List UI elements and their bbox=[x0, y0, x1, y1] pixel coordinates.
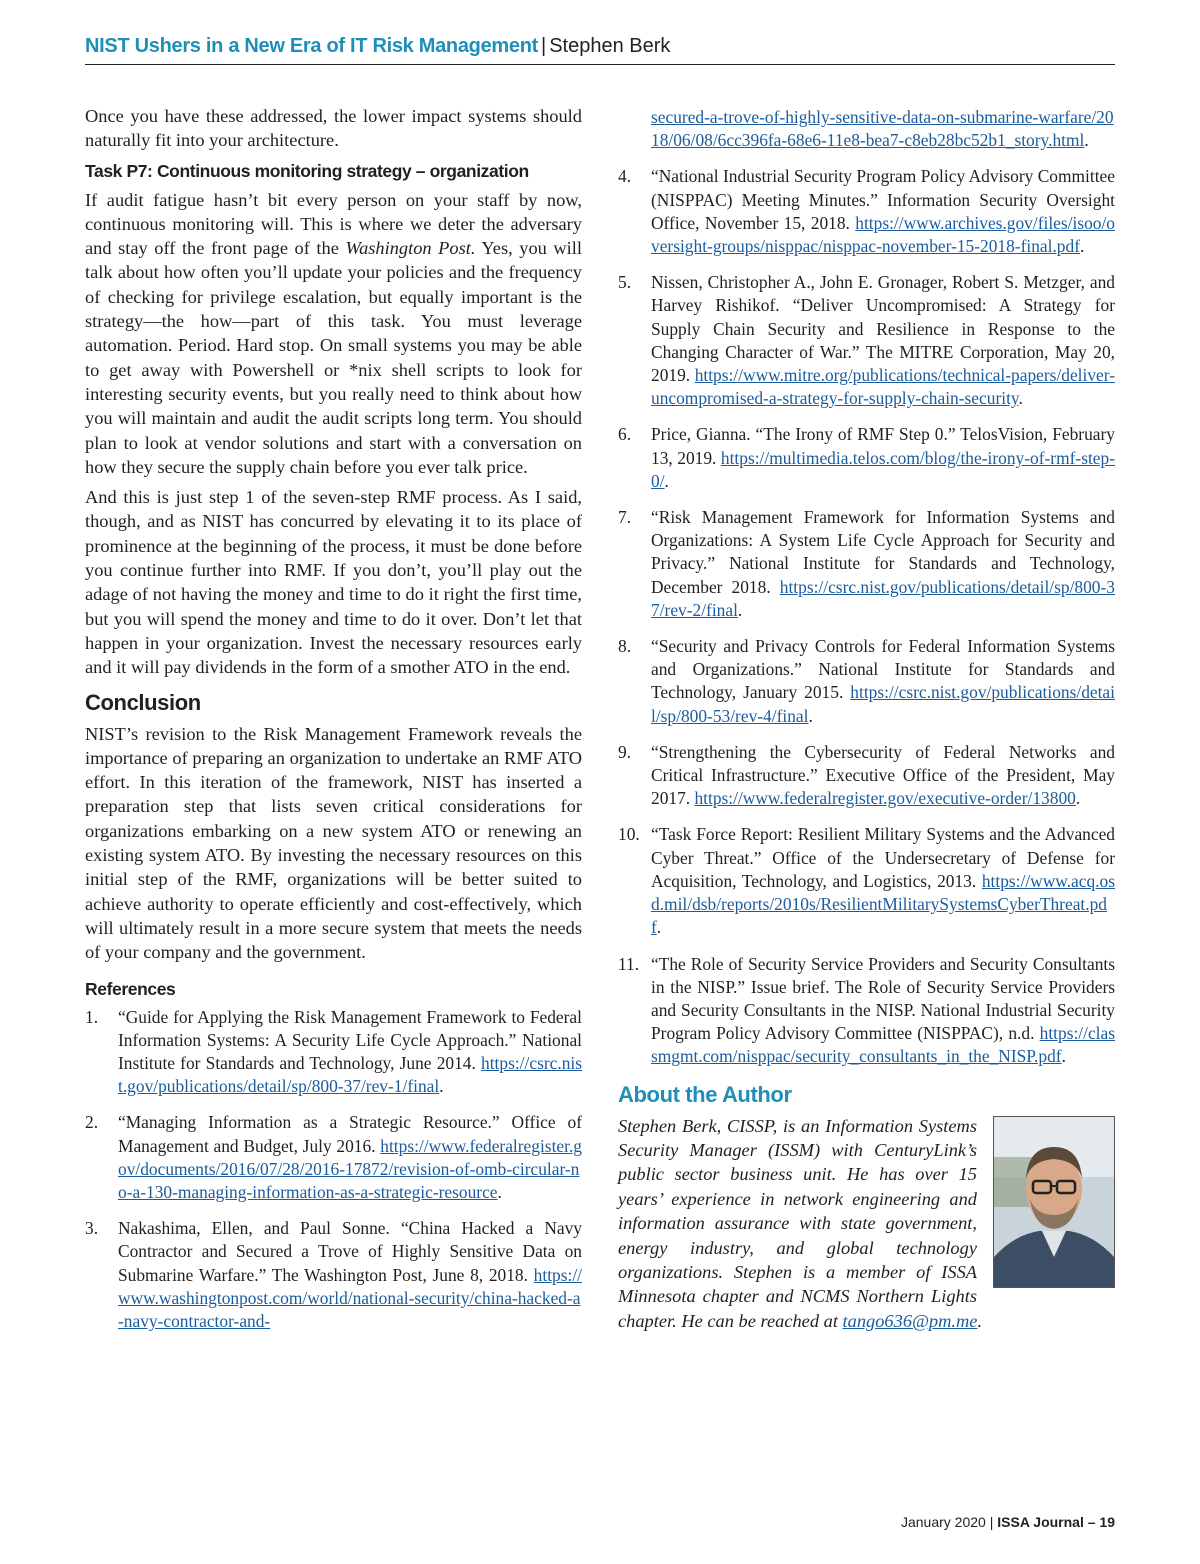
reference-text: “Security and Privacy Controls for Federal Information Systems and Organizations.” National Institute for Standards and Technology, January 2015. bbox=[651, 636, 1115, 703]
reference-item bbox=[618, 165, 1115, 258]
reference-item bbox=[618, 823, 1115, 939]
reference-number: 10. bbox=[618, 824, 640, 845]
reference-number: 2. bbox=[85, 1112, 99, 1133]
reference-text: Price, Gianna. “The Irony of RMF Step 0.” TelosVision, February 13, 2019. bbox=[651, 424, 1115, 468]
reference-link[interactable]: https://www.washingtonpost.com/world/national-security/china-hacked-a-navy-contractor-and- bbox=[118, 1264, 582, 1331]
reference-text: “Strengthening the Cybersecurity of Federal Networks and Critical Infrastructure.” Executive Office of the President, May 2017. bbox=[651, 741, 1115, 809]
reference-number: 3. bbox=[85, 1218, 99, 1239]
right-column bbox=[618, 106, 1115, 1333]
reference-number: 1. bbox=[85, 1006, 99, 1027]
task-p1-start: If audit fatigue hasn’t bit every person on your staff by now, continuous monitoring will. This is where we deter the adversary and stay off the front page of the bbox=[85, 189, 582, 259]
reference-link[interactable]: https://www.federalregister.gov/executive-order/13800 bbox=[694, 788, 1076, 809]
reference-item bbox=[85, 1111, 582, 1204]
page-footer bbox=[901, 1514, 1115, 1530]
reference-link[interactable]: https://csrc.nist.gov/publications/detail/sp/800-53/rev-4/final bbox=[651, 682, 1115, 726]
reference-item bbox=[85, 1217, 582, 1333]
reference-number: 6. bbox=[618, 424, 632, 445]
reference-text: “Managing Information as a Strategic Resource.” Office of Management and Budget, July 2016. bbox=[118, 1112, 582, 1156]
header-line bbox=[85, 34, 670, 58]
task-paragraph-1 bbox=[85, 188, 582, 480]
reference-number: 4. bbox=[618, 166, 632, 187]
reference-item bbox=[618, 953, 1115, 1069]
author-bio-text: Stephen Berk, CISSP, is an Information Systems Security Manager (ISSM) with CenturyLink’s public sector business unit. He has over 15 years’ experience in network engineering and information assurance with state government, energy industry, and global technology organizations. Stephen is a member of ISSA Minnesota chapter and NCMS Northern Lights chapter. He can be reached at bbox=[618, 1115, 977, 1331]
author-bio-end: . bbox=[977, 1310, 983, 1331]
reference-item bbox=[618, 635, 1115, 728]
references-heading: References bbox=[85, 978, 176, 999]
author-photo bbox=[993, 1116, 1115, 1288]
conclusion-heading: Conclusion bbox=[85, 689, 201, 715]
reference-text: “Guide for Applying the Risk Management Framework to Federal Information Systems: A Security Life Cycle Approach.” National Institute for Standards and Technology, June 2014. bbox=[118, 1006, 582, 1073]
reference-link[interactable]: https://www.archives.gov/files/isoo/oversight-groups/nisppac/nisppac-november-15-2018-final.pdf bbox=[651, 212, 1115, 257]
task-paragraph-2: And this is just step 1 of the seven-step RMF process. As I said, though, and as NIST has concurred by elevating it to its place of prominence at the beginning of the process, it must be done before you continue further into RMF. If you don’t, you’ll play out the adage of not having the money and time to do it right the first time, but you will spend the money and time to do it over. Don’t let that happen in your organization. Invest the necessary resources early and it will pay dividends in the form of a smother ATO in the end. bbox=[85, 487, 582, 678]
reference-link[interactable]: https://csrc.nist.gov/publications/detail/sp/800-37/rev-1/final bbox=[118, 1052, 582, 1097]
reference-period: . bbox=[737, 599, 743, 620]
conclusion-paragraph: NIST’s revision to the Risk Management Framework reveals the importance of preparing an organization to undertake an RMF ATO effort. In this iteration of the framework, NIST has inserted a preparation step that lists seven critical considerations for organizations embarking on a new system ATO or renewing an existing system ATO. By investing the necessary resources on this initial step of the RMF, organizations will be better suited to achieve authority to operate efficiently and cost-effectively, which will ultimately result in a more secure system that meets the needs of your company and the government. bbox=[85, 723, 582, 963]
task-p1-emphasis: Washington Post. bbox=[345, 238, 476, 259]
reference-period: . bbox=[1018, 388, 1023, 409]
footer-journal-page: ISSA Journal – 19 bbox=[997, 1514, 1115, 1530]
reference-text: Nissen, Christopher A., John E. Gronager, Robert S. Metzger, and Harvey Rishikof. “Deliver Uncompromised: A Strategy for Supply Chain Security and Resilience in Response to the Changing Character of War.” The MITRE Corporation, May 20, 2019. bbox=[651, 272, 1115, 386]
reference-period: . bbox=[497, 1181, 502, 1202]
reference-text: “National Industrial Security Program Policy Advisory Committee (NISPPAC) Meeting Minutes.” Information Security Oversight Office, November 15, 2018. bbox=[651, 166, 1115, 233]
reference-number: 7. bbox=[618, 507, 632, 528]
reference-period: . bbox=[664, 470, 669, 491]
reference-item bbox=[618, 506, 1115, 622]
reference-number: 8. bbox=[618, 636, 632, 657]
reference-period: . bbox=[1075, 788, 1081, 809]
footer-date: January 2020 bbox=[900, 1514, 986, 1530]
reference-period: . bbox=[656, 917, 662, 938]
reference-period: . bbox=[1084, 130, 1089, 151]
reference-text: “Task Force Report: Resilient Military Systems and the Advanced Cyber Threat.” Office of the Undersecretary of Defense for Acquisition, Technology, and Logistics, 2013. bbox=[651, 824, 1115, 891]
header-separator: | bbox=[541, 35, 547, 57]
reference-number: 5. bbox=[618, 272, 632, 293]
reference-number: 11. bbox=[618, 953, 640, 974]
author-portrait-image bbox=[994, 1117, 1114, 1287]
left-column bbox=[85, 104, 582, 1333]
task-p1-end: Yes, you will talk about how often you’ll update your policies and the frequency of checking for privilege escalation, but equally important is the strategy—the how—part of this task. You must leverage automation. Period. Hard stop. On small systems you may be able to get away with Powershell or *nix shell scripts to look for interesting security events, but you really need to think about how you will maintain and audit the audit scripts long term. You should plan to look at vendor solutions and start with a conversation on how they secure the supply chain before you ever talk price. bbox=[85, 238, 582, 477]
reference-period: . bbox=[1061, 1046, 1066, 1067]
intro-paragraph: Once you have these addressed, the lower impact systems should naturally fit into your architecture. bbox=[85, 106, 582, 151]
reference-link[interactable]: secured-a-trove-of-highly-sensitive-data-on-submarine-warfare/2018/06/08/6cc396fa-68e6-11e8-bea7-c8eb28bc52b1_story.html bbox=[651, 107, 1114, 151]
article-title: NIST Ushers in a New Era of IT Risk Management bbox=[85, 35, 538, 57]
reference-text: Nakashima, Ellen, and Paul Sonne. “China Hacked a Navy Contractor and Secured a Trove of Highly Sensitive Data on Submarine Warfare.” The Washington Post, June 8, 2018. bbox=[118, 1218, 582, 1285]
running-header bbox=[85, 32, 1115, 65]
task-heading: Task P7: Continuous monitoring strategy – organization bbox=[85, 160, 529, 181]
reference-link[interactable]: https://www.acq.osd.mil/dsb/reports/2010s/ResilientMilitarySystemsCyberThreat.pdf bbox=[651, 870, 1115, 938]
reference-link[interactable]: https://www.mitre.org/publications/technical-papers/deliver-uncompromised-a-strategy-for-supply-chain-security bbox=[651, 365, 1115, 409]
reference-item bbox=[618, 741, 1115, 811]
reference-item bbox=[618, 271, 1115, 410]
reference-period: . bbox=[439, 1076, 444, 1097]
header-author: Stephen Berk bbox=[549, 35, 671, 57]
reference-link[interactable]: https://www.federalregister.gov/documents/2016/07/28/2016-17872/revision-of-omb-circular-no-a-130-managing-information-as-a-strategic-resource bbox=[118, 1135, 582, 1202]
reference-link[interactable]: https://classmgmt.com/nisppac/security_consultants_in_the_NISP.pdf bbox=[651, 1023, 1115, 1067]
reference-link[interactable]: https://csrc.nist.gov/publications/detail/sp/800-37/rev-2/final bbox=[651, 576, 1115, 620]
reference-text: “Risk Management Framework for Information Systems and Organizations: A System Life Cycle Approach for Security and Privacy.” National Institute for Standards and Technology, December 2018. bbox=[651, 507, 1115, 597]
about-author-heading: About the Author bbox=[618, 1081, 792, 1107]
reference-number: 9. bbox=[618, 741, 632, 762]
reference-item bbox=[85, 1006, 582, 1099]
reference-period: . bbox=[808, 705, 813, 726]
reference-link[interactable]: https://multimedia.telos.com/blog/the-irony-of-rmf-step-0/ bbox=[651, 447, 1115, 491]
reference-text: “The Role of Security Service Providers and Security Consultants in the NISP.” Issue brief. The Role of Security Service Providers and Security Consultants in the NISP. National Industrial Security Program Policy Advisory Committee (NISPPAC), n.d. bbox=[651, 953, 1115, 1044]
reference-period: . bbox=[1080, 236, 1085, 257]
author-email-link[interactable]: tango636@pm.me bbox=[842, 1310, 978, 1331]
reference-item-continued bbox=[618, 106, 1115, 152]
reference-item bbox=[618, 423, 1115, 493]
footer-separator: | bbox=[989, 1514, 994, 1530]
author-bio-section bbox=[618, 1114, 1115, 1334]
